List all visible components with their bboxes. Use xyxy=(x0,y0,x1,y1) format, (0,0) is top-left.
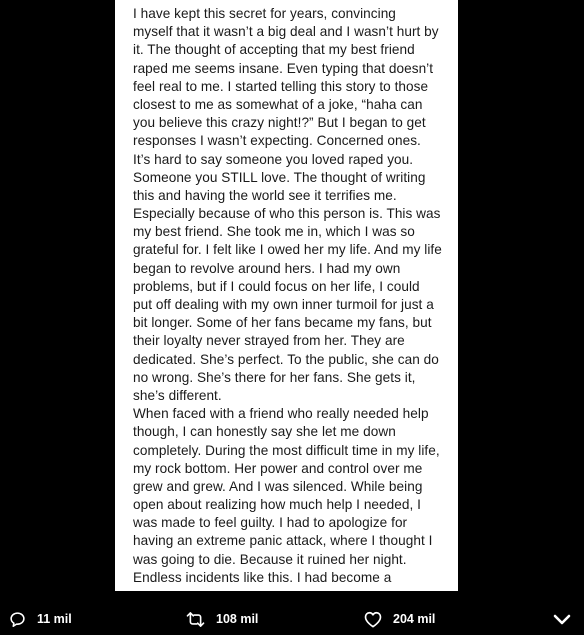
like-button[interactable] xyxy=(364,609,435,629)
story-line: it. The thought of accepting that my best friend xyxy=(133,42,415,58)
story-line: I have kept this secret for years, convincing xyxy=(133,6,396,21)
expand-button[interactable] xyxy=(552,613,572,629)
story-line: problems, but if I could focus on her life, I could xyxy=(133,278,420,294)
reply-button[interactable] xyxy=(9,609,72,629)
retweet-count: 108 mil xyxy=(216,612,259,626)
story-line: Especially because of who this person is. This was xyxy=(133,206,441,222)
story-line: responses I wasn’t expecting. Concerned ones. xyxy=(133,133,421,149)
heart-icon xyxy=(364,611,382,628)
retweet-icon xyxy=(186,611,205,628)
story-line: grew and grew. And I was silenced. While being xyxy=(133,478,423,494)
story-line: It’s hard to say someone you loved raped you. xyxy=(133,151,414,167)
story-line: closest to me as somewhat of a joke, “haha can xyxy=(133,96,423,112)
story-line: she’s different. xyxy=(133,387,222,403)
story-line: grateful for. I felt like I owed her my life. And my life xyxy=(133,242,442,258)
story-line: Endless incidents like this. I had become a xyxy=(133,569,392,585)
story-line: having an extreme panic attack, where I thought I xyxy=(133,533,433,549)
story-line: completely. During the most difficult time in my life, xyxy=(133,442,440,458)
reply-count: 11 mil xyxy=(37,612,72,626)
tweet-action-bar xyxy=(0,599,584,635)
story-line: raped me seems insane. Even typing that doesn’t xyxy=(133,60,434,76)
story-line: put off dealing with my own inner turmoil for just a xyxy=(133,297,434,312)
chevron-down-icon xyxy=(552,614,572,631)
story-line: myself that it wasn’t a big deal and I wasn’t hurt by xyxy=(133,24,439,40)
story-line: was going to die. Because it ruined her night. xyxy=(133,551,407,567)
story-line: this and having the world see it terrifies me. xyxy=(133,187,397,203)
story-line: feel real to me. I started telling this story to those xyxy=(133,78,429,94)
reply-icon xyxy=(9,611,26,628)
story-line: no wrong. She’s there for her fans. She gets it, xyxy=(133,369,416,385)
story-line: my rock bottom. Her power and control over me xyxy=(133,460,423,476)
story-line: bit longer. Some of her fans became my fans, but xyxy=(133,315,432,331)
story-line: though, I can honestly say she let me down xyxy=(133,424,396,440)
story-line: was made to feel guilty. I had to apologize for xyxy=(133,515,408,531)
story-line: Someone you STILL love. The thought of writing xyxy=(133,169,426,185)
screenshot-image[interactable] xyxy=(115,0,458,591)
story-line: their loyalty never strayed from her. They are xyxy=(133,333,405,349)
story-line: began to revolve around hers. I had my own xyxy=(133,260,401,276)
story-line: my best friend. She took me in, which I was so xyxy=(133,224,415,240)
story-line: dedicated. She’s perfect. To the public, she can do xyxy=(133,351,439,367)
retweet-button[interactable] xyxy=(186,609,258,629)
story-line: When faced with a friend who really needed help xyxy=(133,406,429,422)
story-line: you believe this crazy night!?” But I began to get xyxy=(133,115,426,131)
story-text xyxy=(133,5,453,587)
like-count: 204 mil xyxy=(393,612,436,626)
story-line: open about realizing how much help I needed, I xyxy=(133,497,421,513)
